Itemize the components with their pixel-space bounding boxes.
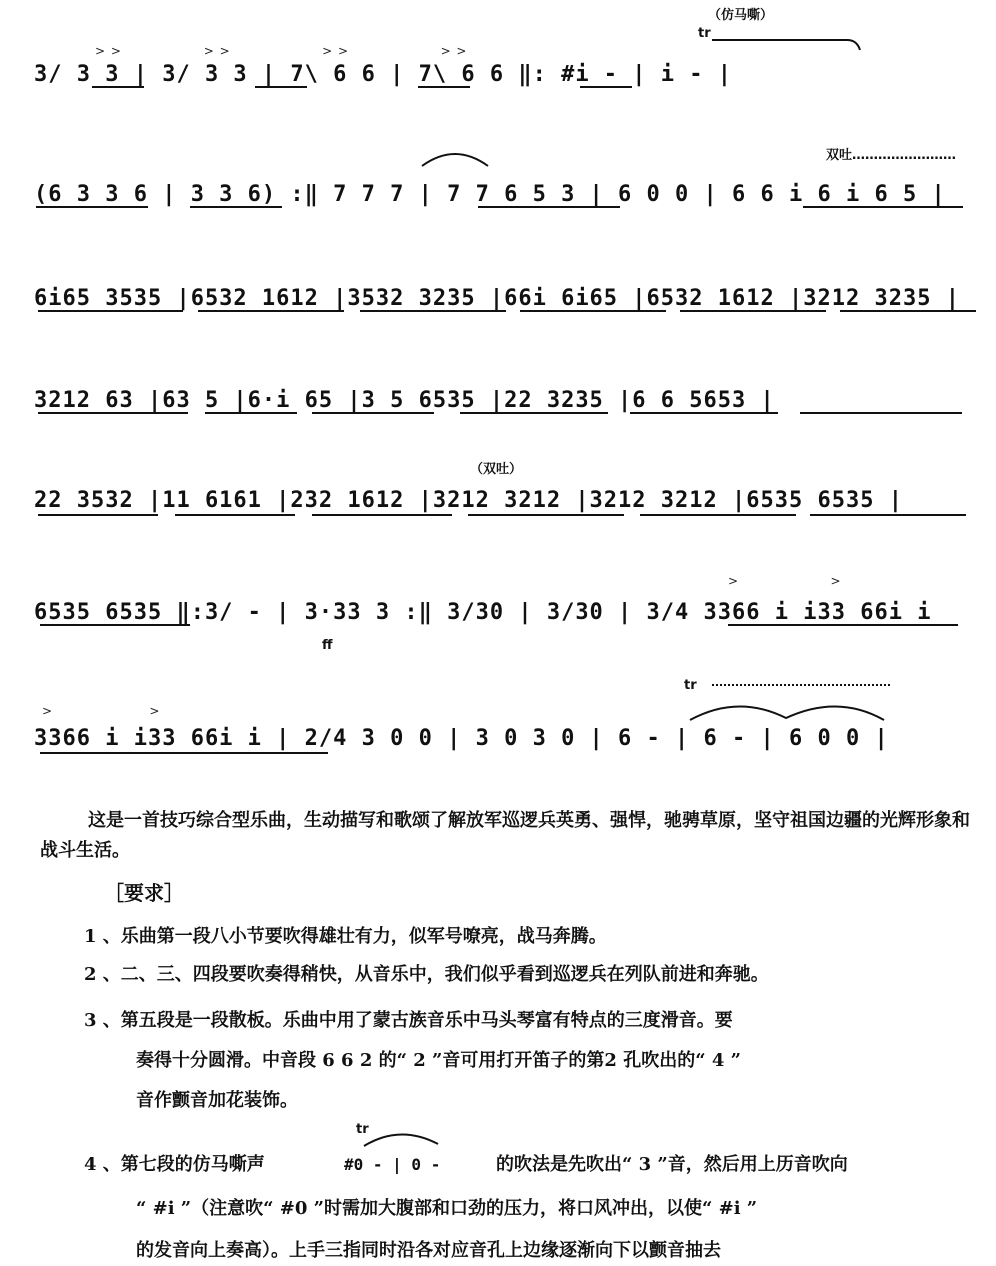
underline xyxy=(460,412,608,414)
requirement-4-rest: 的吹法是先吹出“ 3 ”音，然后用上历音吹向 xyxy=(496,1154,848,1175)
underline xyxy=(468,514,624,516)
underline xyxy=(680,310,826,312)
requirement-4-cont-2: 的发音向上奏高）。上手三指同时沿各对应音孔上边缘逐渐向下以颤音抽去 xyxy=(136,1240,721,1261)
underline xyxy=(728,624,958,626)
description-paragraph: 这是一首技巧综合型乐曲，生动描写和歌颂了解放军巡逻兵英勇、强悍，驰骋草原，坚守祖国边疆的光辉形象和战斗生活。 xyxy=(40,810,970,861)
accent-marks-7: > > xyxy=(42,704,161,718)
score-line-2: (6 3 3 6 | 3 3 6) :‖ 7 7 7 | 7 7 6 5 3 | 6 0 0 | 6 6 i 6 i 6 5 | xyxy=(34,182,946,207)
underline xyxy=(38,310,183,312)
underline xyxy=(40,752,328,754)
underline xyxy=(36,206,148,208)
accent-marks-1: > > > > > > > > xyxy=(95,44,468,58)
underline xyxy=(205,412,297,414)
imitation-label: （仿马嘶） xyxy=(708,8,774,23)
underline xyxy=(190,206,282,208)
underline xyxy=(478,206,620,208)
accent-marks-6: > > xyxy=(728,574,842,588)
score-line-7: 3366 i i33 66i i | 2/4 3 0 0 | 3 0 3 0 | 6 - | 6 - | 6 0 0 | xyxy=(34,726,889,751)
underline xyxy=(810,514,966,516)
trill-mark-2: tr xyxy=(684,678,697,693)
tie-arc-item4 xyxy=(362,1128,442,1148)
underline xyxy=(803,206,963,208)
double-tongue-mark: 双吐…………………… xyxy=(826,148,957,163)
underline xyxy=(92,86,144,88)
score-line-3: 6i65 3535 |6532 1612 |3532 3235 |66i 6i65 |6532 1612 |3212 3235 | xyxy=(34,286,960,311)
trill-wavy-line xyxy=(712,682,892,688)
trill-mark-3: tr xyxy=(356,1122,369,1137)
double-tongue-label: （双吐） xyxy=(470,462,523,477)
underline xyxy=(580,86,632,88)
requirement-4-cont-1: “ #i ”（注意吹“ #0 ”时需加大腹部和口劲的压力，将口风冲出，以使“ #i ” xyxy=(136,1198,758,1219)
underline xyxy=(312,514,452,516)
underline xyxy=(640,514,796,516)
requirement-3: 3 、第五段是一段散板。乐曲中用了蒙古族音乐中马头琴富有特点的三度滑音。要 xyxy=(84,1010,733,1031)
underline xyxy=(38,514,158,516)
requirement-4-notation: #0 - | 0 - xyxy=(344,1155,441,1174)
underline xyxy=(520,310,666,312)
underline xyxy=(360,310,506,312)
requirement-1: 1 、乐曲第一段八小节要吹得雄壮有力，似军号嘹亮，战马奔腾。 xyxy=(84,926,607,947)
underline xyxy=(175,514,295,516)
requirement-2: 2 、二、三、四段要吹奏得稍快，从音乐中，我们似乎看到巡逻兵在列队前进和奔驰。 xyxy=(84,964,769,985)
underline xyxy=(255,86,307,88)
requirement-4: 4 、第七段的仿马嘶声 xyxy=(84,1154,265,1175)
underline xyxy=(198,310,344,312)
requirements-heading: ［要求］ xyxy=(104,881,184,905)
requirement-3-cont-2: 音作颤音加花装饰。 xyxy=(136,1090,298,1111)
underline xyxy=(630,412,778,414)
score-line-6: 6535 6535 ‖:3/ - | 3·33 3 :‖ 3/30 | 3/30 | 3/4 3366 i i33 66i i xyxy=(34,600,932,625)
score-line-5: 22 3532 |11 6161 |232 1612 |3212 3212 |3212 3212 |6535 6535 | xyxy=(34,488,903,513)
underline xyxy=(40,624,190,626)
score-line-4: 3212 63 |63 5 |6·i 65 |3 5 6535 |22 3235 |6 6 5653 | xyxy=(34,388,775,413)
underline xyxy=(312,412,434,414)
underline xyxy=(38,412,188,414)
underline xyxy=(418,86,470,88)
trill-mark: tr xyxy=(698,26,711,41)
fortissimo-mark: ff xyxy=(322,638,333,653)
underline xyxy=(840,310,976,312)
slur-line-2 xyxy=(420,148,490,168)
requirement-3-cont-1: 奏得十分圆滑。中音段 6 6 2 的“ 2 ”音可用打开笛子的第2 孔吹出的“ 4 ” xyxy=(136,1050,741,1071)
score-line-1: 3/ 3 3 | 3/ 3 3 | 7\ 6 6 | 7\ 6 6 ‖: #i - | i - | xyxy=(34,62,733,87)
underline xyxy=(800,412,962,414)
